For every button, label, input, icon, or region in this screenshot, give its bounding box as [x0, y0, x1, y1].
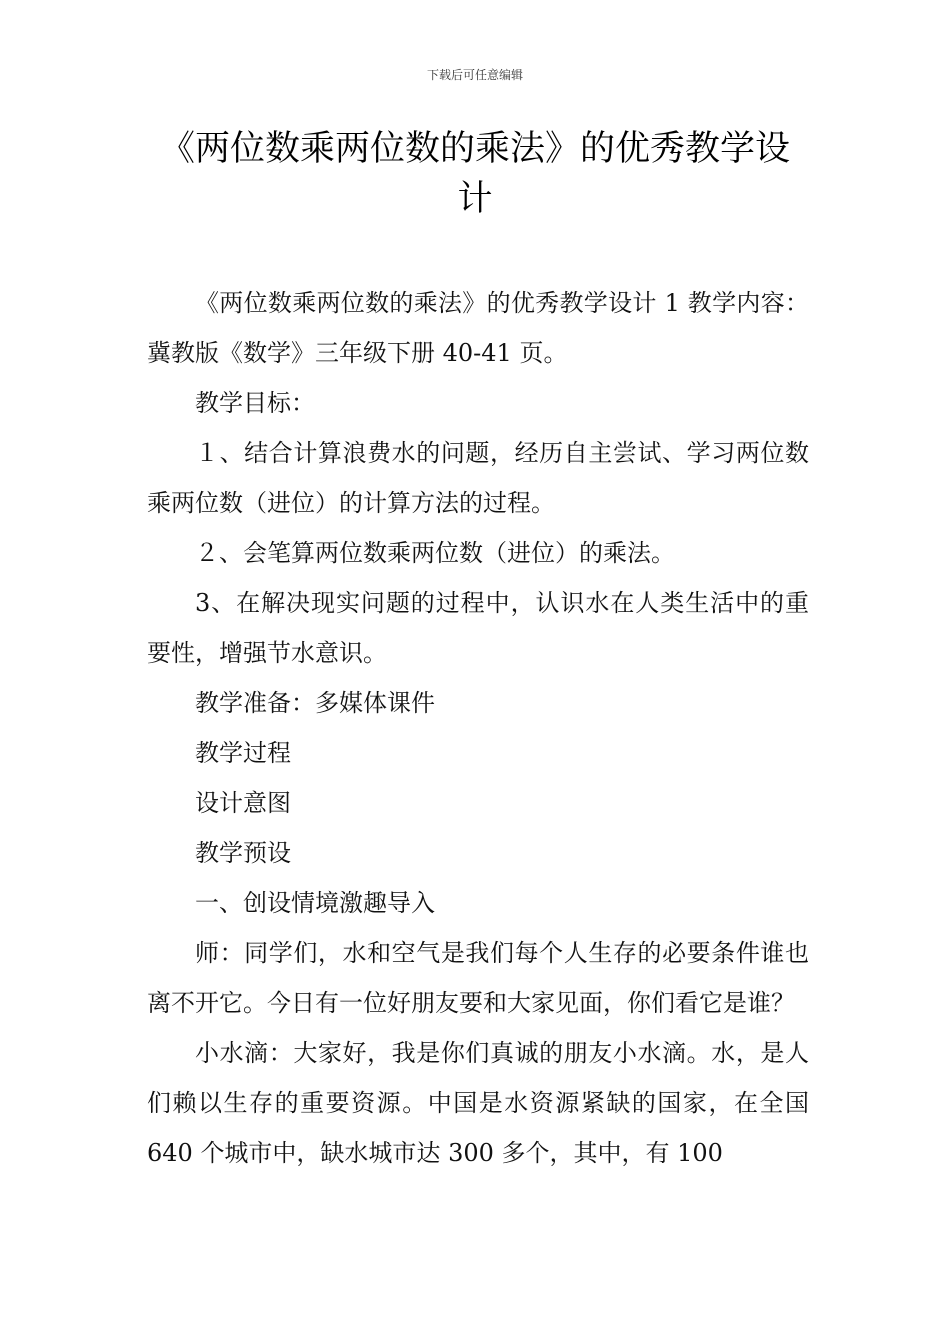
paragraph-intro: 《两位数乘两位数的乘法》的优秀教学设计 1 教学内容：冀教版《数学》三年级下册 40-41 页。: [147, 289, 809, 367]
paragraph-objective-3: 3、在解决现实问题的过程中，认识水在人类生活中的重要性，增强节水意识。: [147, 589, 809, 667]
paragraph-design-intent: 设计意图: [195, 789, 291, 817]
paragraph-objective-2: ２、会笔算两位数乘两位数（进位）的乘法。: [195, 539, 675, 567]
paragraph-section-1: 一、创设情境激趣导入: [195, 889, 435, 917]
paragraph-teacher: 师：同学们，水和空气是我们每个人生存的必要条件谁也离不开它。今日有一位好朋友要和大家见面，你们看它是谁？: [147, 939, 809, 1017]
paragraph-preparation: 教学准备：多媒体课件: [195, 689, 435, 717]
paragraph-objectives-heading: 教学目标：: [195, 389, 315, 417]
title-line-1: 《两位数乘两位数的乘法》的优秀教学设: [159, 129, 790, 169]
document-title: [150, 124, 800, 224]
header-note: 下载后可任意编辑: [426, 68, 523, 82]
document-body: [147, 278, 809, 1178]
paragraph-process: 教学过程: [195, 739, 291, 767]
title-line-2: 计: [457, 179, 493, 219]
paragraph-objective-1: １、结合计算浪费水的问题，经历自主尝试、学习两位数乘两位数（进位）的计算方法的过程。: [147, 439, 809, 517]
paragraph-water-drop: 小水滴：大家好，我是你们真诚的朋友小水滴。水，是人们赖以生存的重要资源。中国是水资源紧缺的国家，在全国 640 个城市中，缺水城市达 300 多个，其中，有 100: [147, 1039, 809, 1167]
paragraph-teaching-preset: 教学预设: [195, 839, 291, 867]
